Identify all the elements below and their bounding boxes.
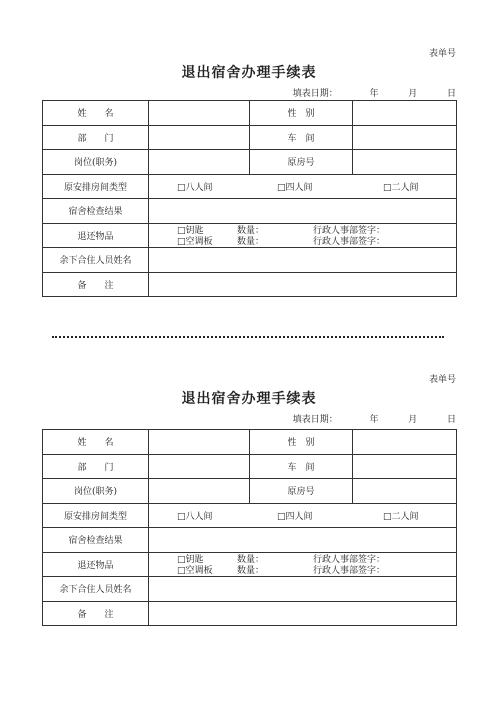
room-type-option-4[interactable]: □四人间	[277, 182, 313, 193]
room-no-field[interactable]	[353, 479, 457, 504]
returned-items-cell	[149, 552, 457, 577]
inspection-field[interactable]	[149, 199, 457, 224]
returned-items-cell	[149, 223, 457, 248]
remarks-field[interactable]	[149, 272, 457, 297]
position-label: 岗位(职务)	[43, 479, 149, 504]
remarks-label: 备 注	[43, 601, 149, 626]
date-month-label: 月	[408, 89, 418, 99]
workshop-field[interactable]	[353, 125, 457, 150]
room-no-label: 原房号	[250, 150, 353, 175]
table-row	[43, 223, 457, 248]
gender-field[interactable]	[353, 430, 457, 455]
date-day-label: 日	[446, 89, 456, 99]
ac-panel-checkbox[interactable]: □空调板	[177, 237, 213, 248]
returned-items-label: 退还物品	[43, 223, 149, 248]
room-no-label: 原房号	[250, 479, 353, 504]
table-row	[43, 248, 457, 273]
key-qty-label: 数量：	[237, 226, 265, 237]
gender-label: 性 别	[250, 101, 353, 126]
name-label: 姓 名	[43, 101, 149, 126]
room-no-field[interactable]	[353, 150, 457, 175]
remarks-label: 备 注	[43, 272, 149, 297]
form-table	[42, 429, 457, 626]
room-type-label: 原安排房间类型	[43, 503, 149, 528]
dept-label: 部 门	[43, 125, 149, 150]
key-sign-label: 行政人事部签字：	[313, 226, 386, 237]
position-field[interactable]	[149, 150, 250, 175]
room-type-option-8[interactable]: □八人间	[177, 182, 213, 193]
name-field[interactable]	[149, 101, 250, 126]
roommates-label: 余下合住人员姓名	[43, 248, 149, 273]
date-year-label: 年	[369, 89, 379, 99]
name-label: 姓 名	[43, 430, 149, 455]
table-row	[43, 174, 457, 199]
room-type-option-2[interactable]: □二人间	[383, 511, 419, 522]
inspection-label: 宿舍检查结果	[43, 528, 149, 553]
date-month-label: 月	[408, 415, 418, 425]
workshop-field[interactable]	[353, 454, 457, 479]
table-row	[43, 430, 457, 455]
form-number: 表单号	[428, 375, 456, 385]
table-row	[43, 528, 457, 553]
ac-panel-qty-label: 数量：	[237, 566, 265, 577]
cut-line-divider	[52, 336, 444, 338]
roommates-field[interactable]	[149, 248, 457, 273]
roommates-label: 余下合住人员姓名	[43, 577, 149, 602]
ac-panel-sign-label: 行政人事部签字：	[313, 237, 386, 248]
table-row	[43, 272, 457, 297]
room-type-label: 原安排房间类型	[43, 174, 149, 199]
ac-panel-checkbox[interactable]: □空调板	[177, 566, 213, 577]
workshop-label: 车 间	[250, 125, 353, 150]
table-row	[43, 503, 457, 528]
table-row	[43, 552, 457, 577]
room-type-option-4[interactable]: □四人间	[277, 511, 313, 522]
date-year-label: 年	[369, 415, 379, 425]
key-checkbox[interactable]: □钥匙	[177, 226, 204, 237]
room-type-option-2[interactable]: □二人间	[383, 182, 419, 193]
table-row	[43, 454, 457, 479]
fill-date-row	[293, 86, 456, 99]
name-field[interactable]	[149, 430, 250, 455]
fill-date-row	[293, 412, 456, 425]
fill-date-label: 填表日期：	[292, 89, 338, 99]
position-field[interactable]	[149, 479, 250, 504]
position-label: 岗位(职务)	[43, 150, 149, 175]
inspection-field[interactable]	[149, 528, 457, 553]
key-sign-label: 行政人事部签字：	[313, 555, 386, 566]
workshop-label: 车 间	[250, 454, 353, 479]
table-row	[43, 479, 457, 504]
returned-item-ac-panel	[149, 564, 456, 575]
gender-label: 性 别	[250, 430, 353, 455]
table-row	[43, 199, 457, 224]
form-1	[42, 40, 456, 300]
form-number: 表单号	[428, 49, 456, 59]
inspection-label: 宿舍检查结果	[43, 199, 149, 224]
ac-panel-sign-label: 行政人事部签字：	[313, 566, 386, 577]
returned-item-ac-panel	[149, 235, 456, 246]
key-checkbox[interactable]: □钥匙	[177, 555, 204, 566]
remarks-field[interactable]	[149, 601, 457, 626]
form-title: 退出宿舍办理手续表	[181, 391, 317, 407]
key-qty-label: 数量：	[237, 555, 265, 566]
room-type-options	[149, 503, 457, 528]
gender-field[interactable]	[353, 101, 457, 126]
form-2	[42, 368, 456, 628]
table-row	[43, 601, 457, 626]
roommates-field[interactable]	[149, 577, 457, 602]
table-row	[43, 577, 457, 602]
dept-field[interactable]	[149, 125, 250, 150]
fill-date-label: 填表日期：	[292, 415, 338, 425]
table-row	[43, 101, 457, 126]
table-row	[43, 150, 457, 175]
form-title: 退出宿舍办理手续表	[181, 65, 317, 81]
dept-field[interactable]	[149, 454, 250, 479]
room-type-options	[149, 174, 457, 199]
room-type-option-8[interactable]: □八人间	[177, 511, 213, 522]
ac-panel-qty-label: 数量：	[237, 237, 265, 248]
form-table	[42, 100, 457, 297]
returned-items-label: 退还物品	[43, 552, 149, 577]
table-row	[43, 125, 457, 150]
date-day-label: 日	[446, 415, 456, 425]
dept-label: 部 门	[43, 454, 149, 479]
